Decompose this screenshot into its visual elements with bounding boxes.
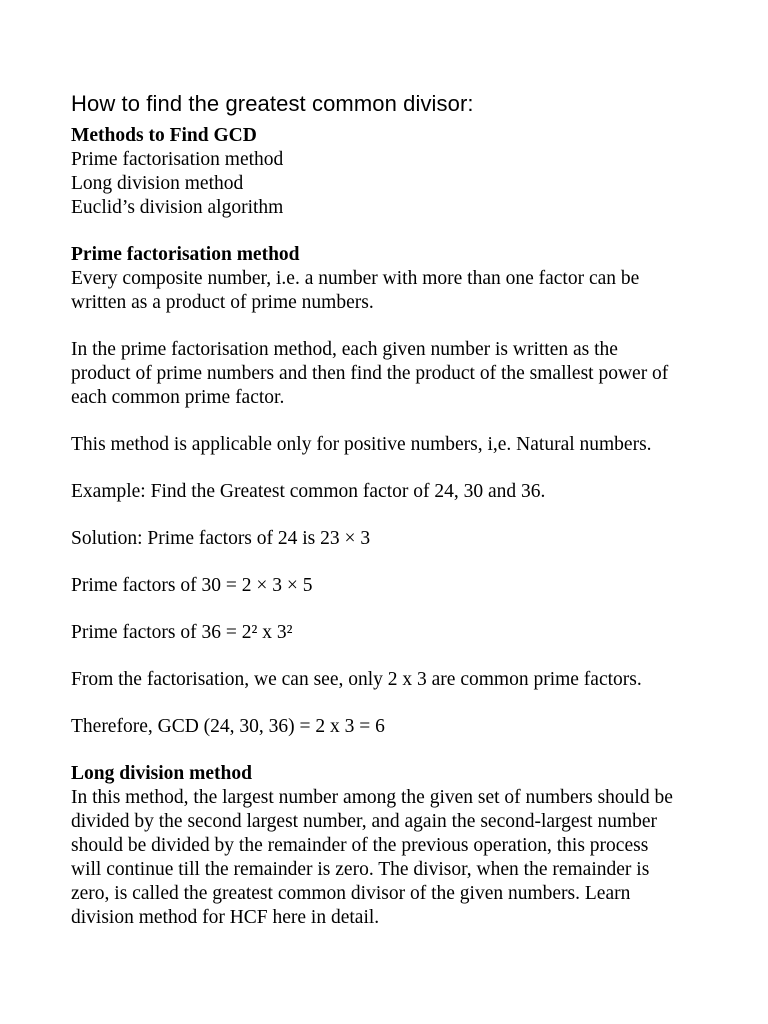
prime-paragraph-2-line: each common prime factor. — [71, 387, 285, 408]
prime-paragraph-2-line: product of prime numbers and then find the product of the smallest power of — [71, 363, 669, 384]
methods-heading: Methods to Find GCD — [71, 125, 257, 146]
common-factors-text: From the factorisation, we can see, only 2 x 3 are common prime factors. — [71, 669, 642, 690]
long-division-line: divided by the second largest number, and again the second-largest number — [71, 811, 658, 832]
long-division-line: will continue till the remainder is zero. The divisor, when the remainder is — [71, 859, 650, 880]
example-text: Example: Find the Greatest common factor of 24, 30 and 36. — [71, 481, 546, 502]
gcd-result-text: Therefore, GCD (24, 30, 36) = 2 x 3 = 6 — [71, 716, 385, 737]
methods-item: Prime factorisation method — [71, 149, 284, 170]
methods-item: Euclid’s division algorithm — [71, 197, 284, 218]
prime-factorisation-heading: Prime factorisation method — [71, 244, 300, 265]
solution-text: Solution: Prime factors of 24 is 23 × 3 — [71, 528, 371, 549]
applicability-note: This method is applicable only for positive numbers, i,e. Natural numbers. — [71, 434, 652, 455]
long-division-line: should be divided by the remainder of the previous operation, this process — [71, 835, 649, 856]
prime-paragraph-1-line: written as a product of prime numbers. — [71, 292, 374, 313]
prime-paragraph-1-line: Every composite number, i.e. a number with more than one factor can be — [71, 268, 640, 289]
long-division-heading: Long division method — [71, 763, 252, 784]
long-division-line: zero, is called the greatest common divisor of the given numbers. Learn — [71, 883, 631, 904]
factors-36-text: Prime factors of 36 = 2² x 3² — [71, 622, 293, 643]
long-division-line: division method for HCF here in detail. — [71, 907, 380, 928]
page-title: How to find the greatest common divisor: — [71, 91, 474, 116]
factors-30-text: Prime factors of 30 = 2 × 3 × 5 — [71, 575, 313, 596]
long-division-line: In this method, the largest number among the given set of numbers should be — [71, 787, 673, 808]
methods-item: Long division method — [71, 173, 244, 194]
prime-paragraph-2-line: In the prime factorisation method, each given number is written as the — [71, 339, 618, 360]
document-page — [71, 88, 711, 930]
